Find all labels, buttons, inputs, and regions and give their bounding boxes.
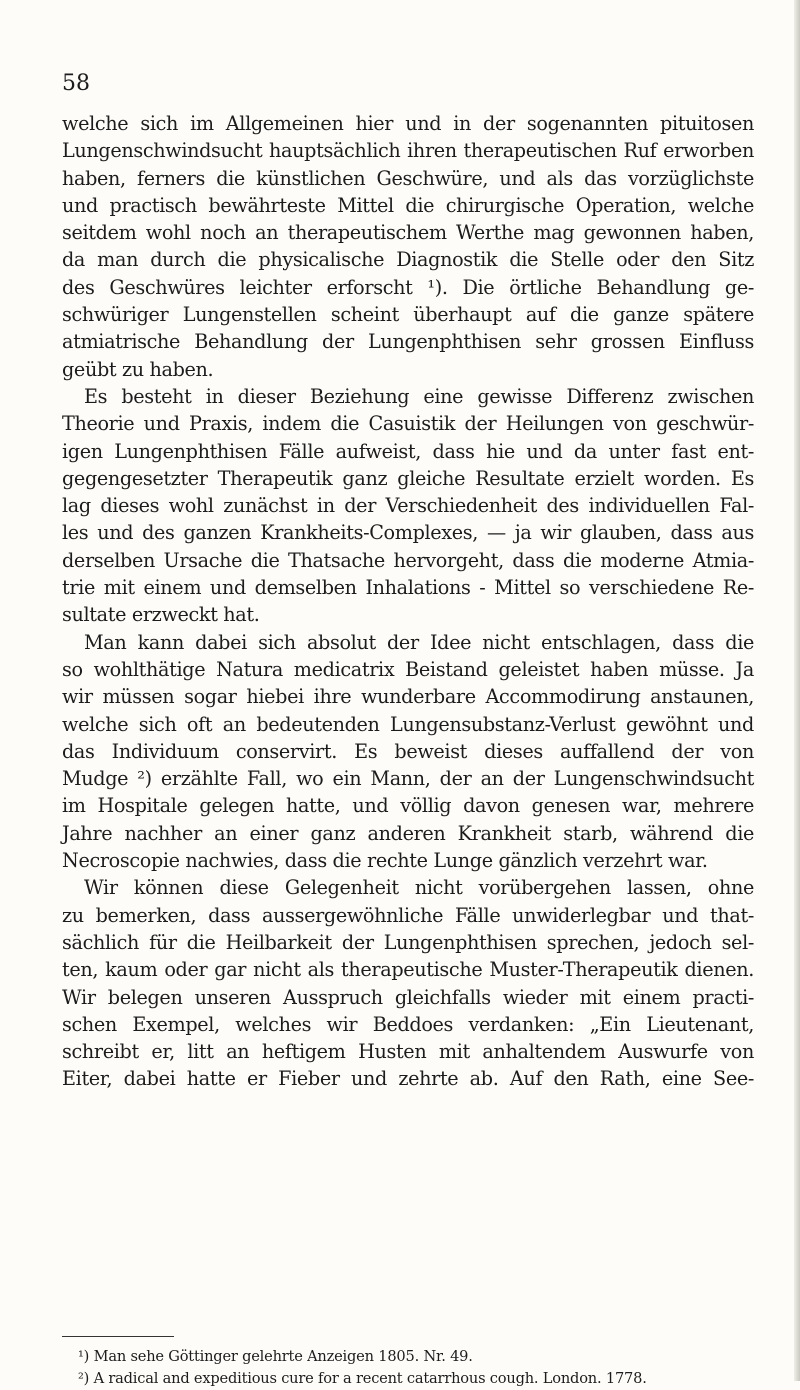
- text-line: Lungenschwindsucht hauptsächlich ihren therapeutischen Ruf erworben: [62, 139, 754, 163]
- text-line: Eiter, dabei hatte er Fieber und zehrte ab. Auf den Rath, eine See-: [62, 1067, 754, 1091]
- footnote: ²) A radical and expeditious cure for a recent catarrhous cough. London. 1778.: [78, 1370, 647, 1387]
- footnote-divider: [62, 1336, 174, 1337]
- footnotes: [78, 1346, 758, 1390]
- text-line: so wohlthätige Natura medicatrix Beistand geleistet haben müsse. Ja: [62, 657, 754, 681]
- text-line: Theorie und Praxis, indem die Casuistik der Heilungen von geschwür-: [62, 412, 754, 436]
- text-line: das Individuum conservirt. Es beweist dieses auffallend der von: [62, 739, 754, 763]
- text-line: des Geschwüres leichter erforscht ¹). Die örtliche Behandlung ge-: [62, 275, 754, 299]
- text-line: schen Exempel, welches wir Beddoes verdanken: „Ein Lieutenant,: [62, 1012, 754, 1036]
- text-line: da man durch die physicalische Diagnostik die Stelle oder den Sitz: [62, 248, 754, 272]
- text-line: Es besteht in dieser Beziehung eine gewisse Differenz zwischen: [84, 384, 754, 408]
- text-line: Mudge ²) erzählte Fall, wo ein Mann, der an der Lungenschwindsucht: [62, 767, 754, 791]
- text-line: Wir können diese Gelegenheit nicht vorübergehen lassen, ohne: [84, 876, 754, 900]
- text-line: atmiatrische Behandlung der Lungenphthisen sehr grossen Einfluss: [62, 330, 754, 354]
- text-line: igen Lungenphthisen Fälle aufweist, dass hie und da unter fast ent-: [62, 439, 754, 463]
- text-line: geübt zu haben.: [62, 357, 214, 381]
- text-line: wir müssen sogar hiebei ihre wunderbare Accommodirung anstaunen,: [62, 685, 754, 709]
- text-line: lag dieses wohl zunächst in der Verschiedenheit des individuellen Fal-: [62, 494, 754, 518]
- text-line: haben, ferners die künstlichen Geschwüre, und als das vorzüglichste: [62, 166, 754, 190]
- footnote: ¹) Man sehe Göttinger gelehrte Anzeigen 1805. Nr. 49.: [78, 1348, 473, 1365]
- text-line: seitdem wohl noch an therapeutischem Werthe mag gewonnen haben,: [62, 221, 754, 245]
- text-line: welche sich oft an bedeutenden Lungensubstanz-Verlust gewöhnt und: [62, 712, 754, 736]
- page-number: 58: [62, 71, 90, 96]
- text-line: ten, kaum oder gar nicht als therapeutische Muster-Therapeutik dienen.: [62, 958, 754, 982]
- text-line: les und des ganzen Krankheits-Complexes, — ja wir glauben, dass aus: [62, 521, 754, 545]
- text-line: Necroscopie nachwies, dass die rechte Lunge gänzlich verzehrt war.: [62, 849, 708, 873]
- text-line: gegengesetzter Therapeutik ganz gleiche Resultate erzielt worden. Es: [62, 466, 754, 490]
- text-line: Man kann dabei sich absolut der Idee nicht entschlagen, dass die: [84, 630, 754, 654]
- text-line: zu bemerken, dass aussergewöhnliche Fälle unwiderlegbar und that-: [62, 903, 754, 927]
- text-line: und practisch bewährteste Mittel die chirurgische Operation, welche: [62, 193, 754, 217]
- text-line: im Hospitale gelegen hatte, und völlig davon genesen war, mehrere: [62, 794, 754, 818]
- text-line: derselben Ursache die Thatsache hervorgeht, dass die moderne Atmia-: [62, 548, 754, 572]
- text-line: Wir belegen unseren Ausspruch gleichfalls wieder mit einem practi-: [62, 985, 754, 1009]
- text-line: schreibt er, litt an heftigem Husten mit anhaltendem Auswurfe von: [62, 1040, 754, 1064]
- text-line: sultate erzweckt hat.: [62, 603, 260, 627]
- text-line: welche sich im Allgemeinen hier und in der sogenannten pituitosen: [62, 112, 754, 135]
- text-line: schwüriger Lungenstellen scheint überhaupt auf die ganze spätere: [62, 303, 754, 327]
- text-line: Jahre nachher an einer ganz anderen Krankheit starb, während die: [62, 821, 754, 845]
- body-text: [62, 110, 754, 1093]
- text-line: trie mit einem und demselben Inhalations - Mittel so verschiedene Re-: [62, 576, 754, 600]
- text-line: sächlich für die Heilbarkeit der Lungenphthisen sprechen, jedoch sel-: [62, 930, 754, 954]
- page-edge-shadow: [794, 0, 800, 1381]
